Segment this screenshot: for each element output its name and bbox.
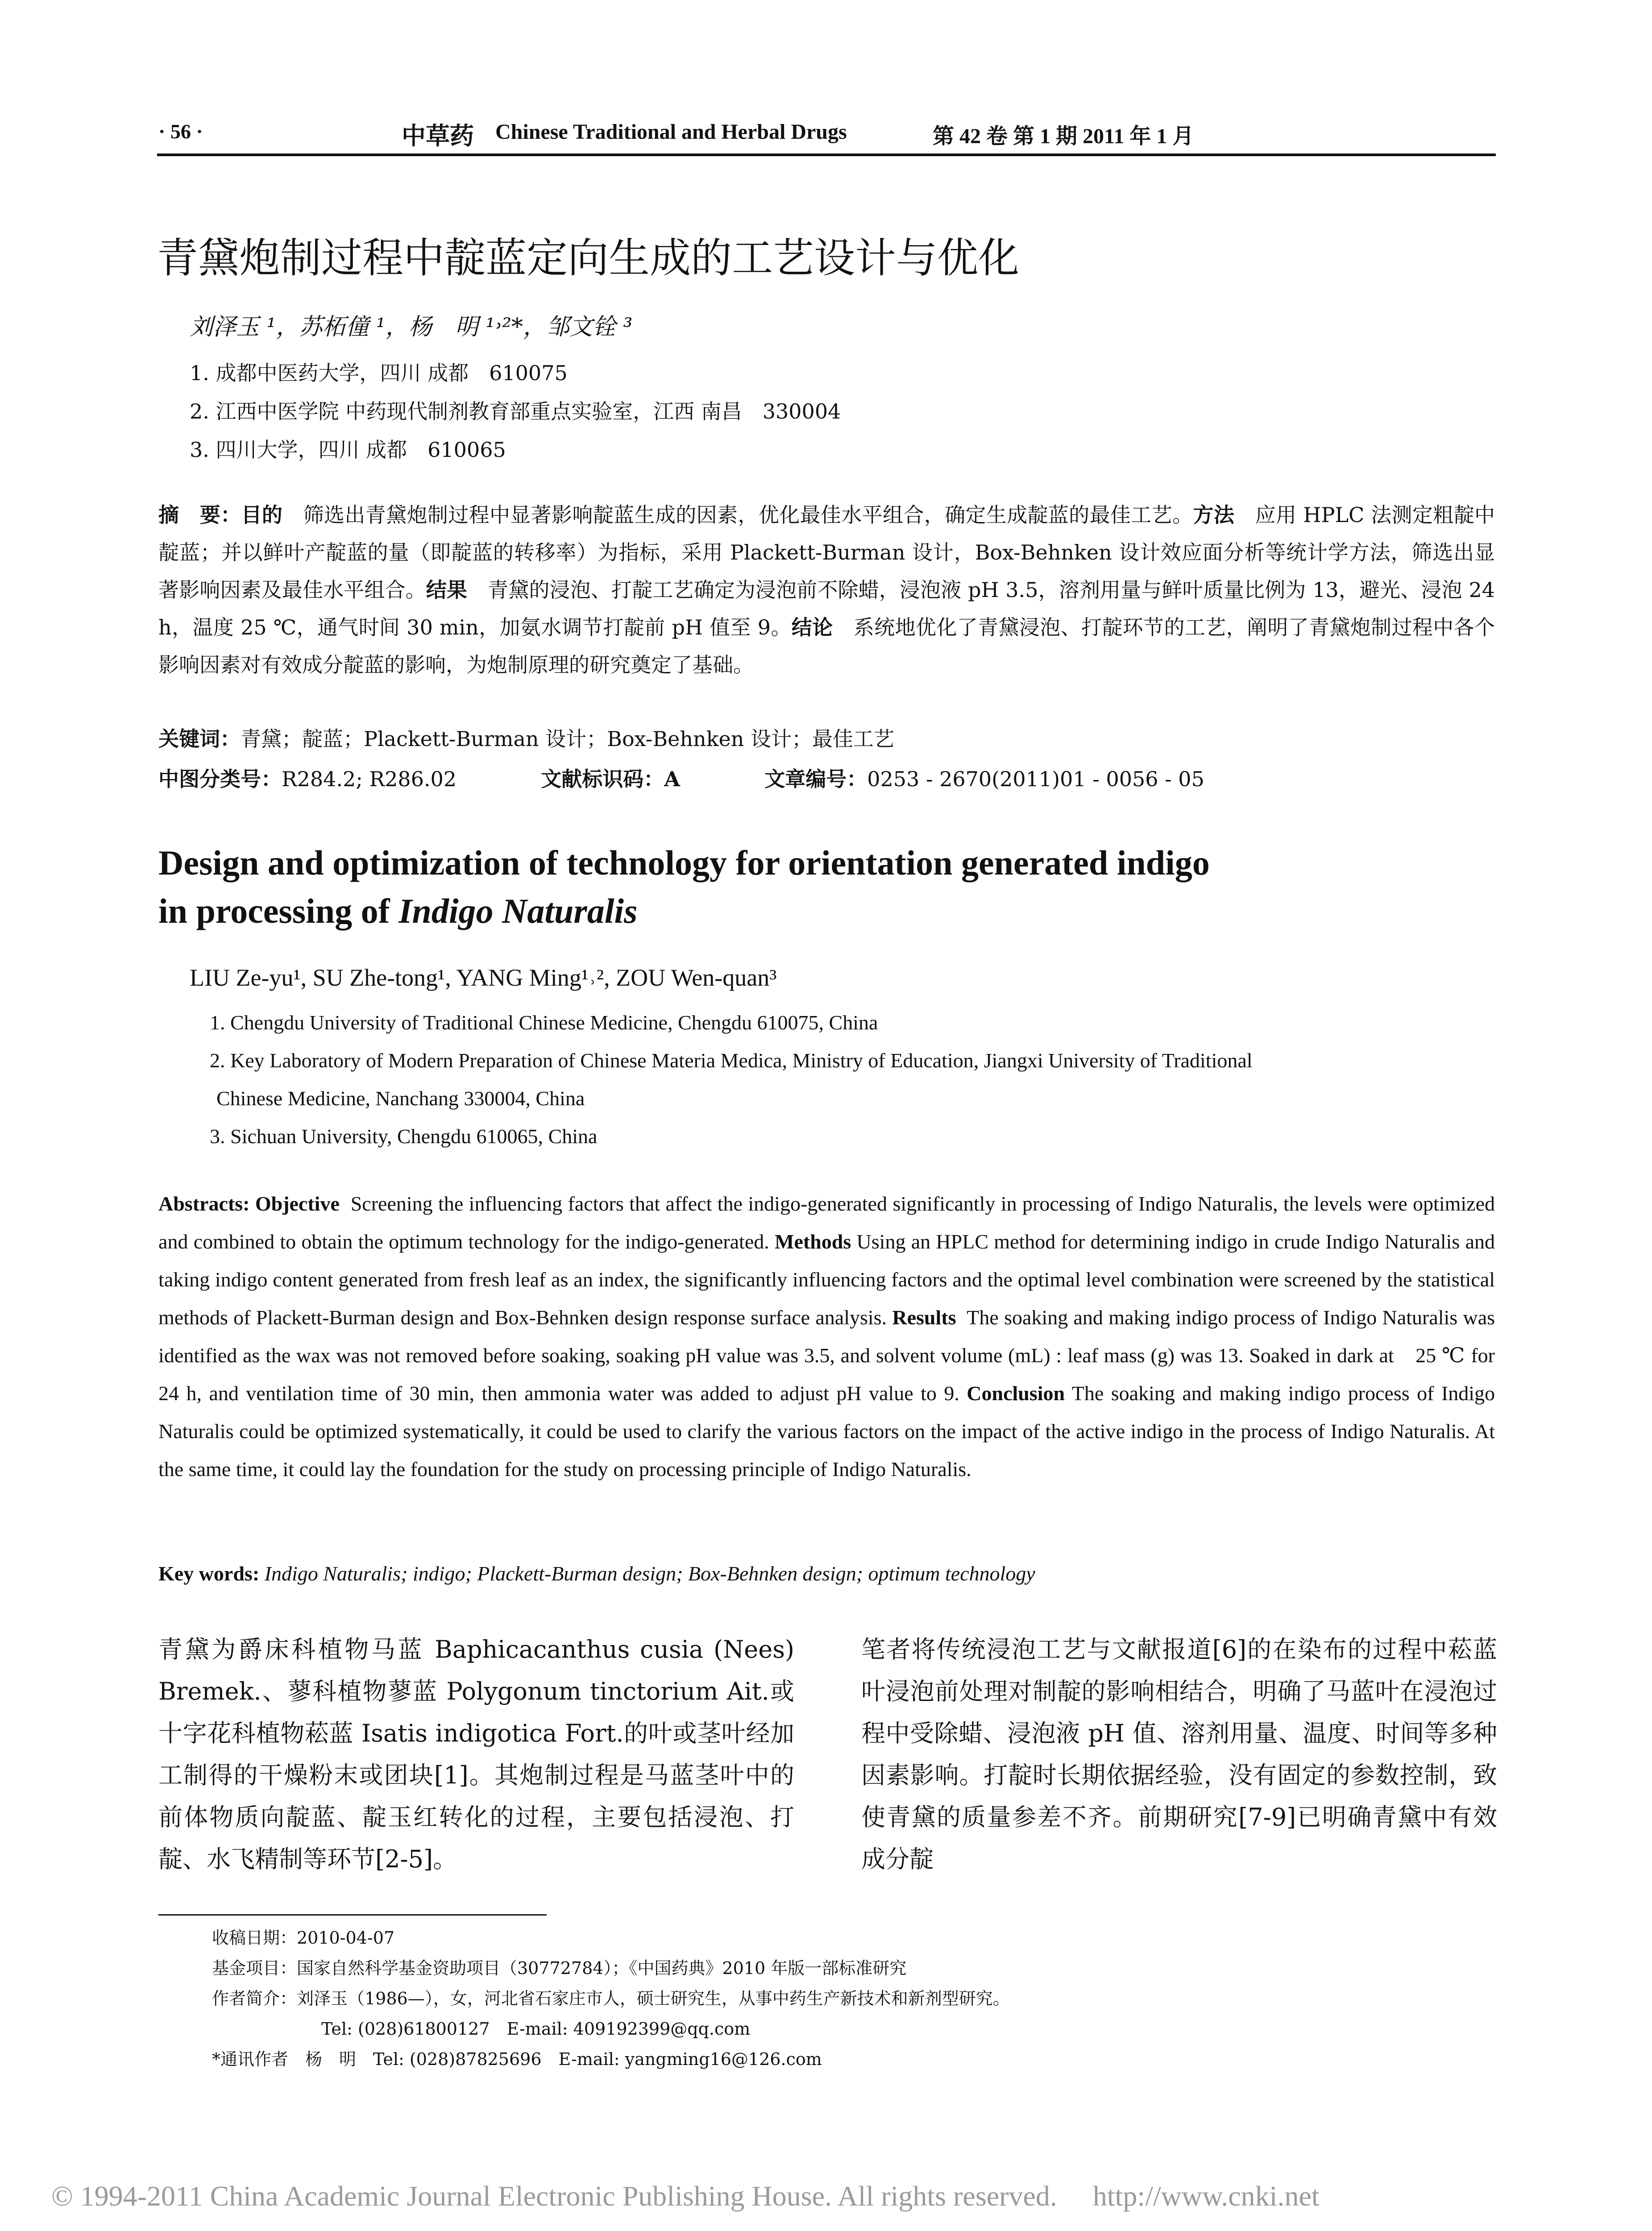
cn-classification xyxy=(158,763,1495,792)
cn-abstract-label: 摘 要： xyxy=(158,503,241,527)
cn-objective-label: 目的 xyxy=(241,503,283,527)
body-column-right: 笔者将传统浸泡工艺与文献报道[6]的在染布的过程中菘蓝叶浸泡前处理对制靛的影响相结合，明确了马蓝叶在浸泡过程中受除蜡、浸泡液 pH 值、溶剂用量、温度、时间等多种因素影响。打靛时长期依据经验，没有固定的参数控制，致使青黛的质量参差不齐。前期研究[7-9]已明确青黛中有效成分靛 xyxy=(861,1635,1497,1873)
cn-keywords xyxy=(158,723,894,752)
en-abstract-label: Abstracts: xyxy=(158,1192,250,1215)
cn-doc-value: A xyxy=(664,767,680,791)
en-title-line2-italic: Indigo Naturalis xyxy=(398,892,638,930)
en-affiliation-2: 2. Key Laboratory of Modern Preparation of Chinese Materia Medica, Ministry of Education, Jiangxi University of Traditional xyxy=(210,1049,1253,1072)
cn-affiliation-3: 3. 四川大学，四川 成都 610065 xyxy=(190,438,506,462)
copyright-notice: © 1994-2011 China Academic Journal Electronic Publishing House. All rights reserved. http://www.cnki.net xyxy=(51,2180,1320,2212)
cn-conclusion-label: 结论 xyxy=(791,615,833,639)
en-keywords-label: Key words: xyxy=(158,1562,260,1585)
footnote-rule xyxy=(158,1914,547,1916)
en-results-label: Results xyxy=(892,1306,956,1329)
en-title-line1: Design and optimization of technology for orientation generated indigo xyxy=(158,843,1210,882)
cn-authors: 刘泽玉 ¹，苏柘僮 ¹，杨 明 ¹˒²*，邹文铨 ³ xyxy=(190,314,633,340)
header-rule xyxy=(157,153,1496,156)
cn-methods: 应用 HPLC 法测定粗靛中靛蓝；并以鲜叶产靛蓝的量（即靛蓝的转移率）为指标，采用 Plackett-Burman 设计，Box-Behnken 设计效应面分析等统计学方法，筛选出显著影响因素及最佳水平组合。 xyxy=(158,503,1495,602)
footnote-received: 收稿日期：2010-04-07 xyxy=(212,1928,395,1948)
cn-results-label: 结果 xyxy=(426,578,468,602)
journal-logo: 中草药 xyxy=(402,121,474,150)
en-keywords xyxy=(158,1562,1495,1585)
journal-name: Chinese Traditional and Herbal Drugs xyxy=(495,120,847,144)
footnote-fund: 基金项目：国家自然科学基金资助项目（30772784）；《中国药典》2010 年版一部标准研究 xyxy=(212,1958,907,1978)
cn-results: 青黛的浸泡、打靛工艺确定为浸泡前不除蜡，浸泡液 pH 3.5，溶剂用量与鲜叶质量比例为 13，避光、浸泡 24 h，温度 25 ℃，通气时间 30 min，加氨水调节打靛前 pH 值至 9。 xyxy=(158,578,1495,639)
en-title xyxy=(158,839,1495,935)
cn-affiliation-1: 1. 成都中医药大学，四川 成都 610075 xyxy=(190,361,568,385)
cn-affiliation-2: 2. 江西中医学院 中药现代制剂教育部重点实验室，江西 南昌 330004 xyxy=(190,399,841,423)
cn-abstract xyxy=(158,496,1495,684)
page-number: · 56 · xyxy=(158,120,203,143)
footnote-author: 作者简介：刘泽玉（1986—），女，河北省石家庄市人，硕士研究生，从事中药生产新技术和新剂型研究。 xyxy=(212,1989,1010,2008)
en-conclusion-label: Conclusion xyxy=(967,1382,1065,1405)
page-title: 青黛炮制过程中靛蓝定向生成的工艺设计与优化 xyxy=(157,234,1020,282)
cn-doc-label: 文献标识码： xyxy=(541,767,664,791)
en-abstract xyxy=(158,1185,1495,1488)
en-objective-label: Objective xyxy=(255,1192,340,1215)
cn-methods-label: 方法 xyxy=(1193,503,1235,527)
en-objective: Screening the influencing factors that affect the indigo-generated significantly in processing of Indigo Naturalis, the levels were optimized and combined to obtain the optimum technology for the indigo-generated. xyxy=(158,1192,1495,1253)
cn-class-value: R284.2; R286.02 xyxy=(282,767,457,791)
en-affiliation-1: 1. Chengdu University of Traditional Chinese Medicine, Chengdu 610075, China xyxy=(210,1011,878,1034)
en-keywords-text: Indigo Naturalis; indigo; Plackett-Burman design; Box-Behnken design; optimum technology xyxy=(264,1562,1035,1585)
cn-keywords-text: 青黛；靛蓝；Plackett-Burman 设计；Box-Behnken 设计；最佳工艺 xyxy=(241,727,894,751)
body-column-left: 青黛为爵床科植物马蓝 Baphicacanthus cusia (Nees) Bremek.、蓼科植物蓼蓝 Polygonum tinctorium Ait.或十字花科植物菘蓝 Isatis indigotica Fort.的叶或茎叶经加工制得的干燥粉末或团块[1]。其炮制过程是马蓝茎叶中的前体物质向靛蓝、靛玉红转化的过程，主要包括浸泡、打靛、水飞精制等环节[2-5]。 xyxy=(158,1635,794,1873)
cn-conclusion: 系统地优化了青黛浸泡、打靛环节的工艺，阐明了青黛炮制过程中各个影响因素对有效成分靛蓝的影响，为炮制原理的研究奠定了基础。 xyxy=(158,615,1495,677)
en-affiliation-3: 3. Sichuan University, Chengdu 610065, China xyxy=(210,1125,598,1148)
cn-keywords-label: 关键词： xyxy=(158,727,241,751)
en-results: The soaking and making indigo process of Indigo Naturalis was identified as the wax was not removed before soaking, soaking pH value was 3.5, and solvent volume (mL) : leaf mass (g) was 13. Soaked in dark at 25 ℃ for 24 h, and ventilation time of 30 min, then ammonia water was added to adjust pH value to 9. xyxy=(158,1306,1495,1405)
en-conclusion: The soaking and making indigo process of Indigo Naturalis could be optimized systematically, it could be used to clarify the various factors on the impact of the active indigo in the process of Indigo Naturalis. At the same time, it could lay the foundation for the study on processing principle of Indigo Naturalis. xyxy=(158,1382,1495,1480)
cn-class-label: 中图分类号： xyxy=(158,767,282,791)
footnote-author-contact: Tel: (028)61800127 E-mail: 409192399@qq.com xyxy=(321,2019,751,2039)
en-affiliation-2-cont: Chinese Medicine, Nanchang 330004, China xyxy=(216,1087,585,1110)
footnote-corresponding: *通讯作者 杨 明 Tel: (028)87825696 E-mail: yangming16@126.com xyxy=(212,2049,822,2069)
en-methods: Using an HPLC method for determining indigo in crude Indigo Naturalis and taking indigo content generated from fresh leaf as an index, the significantly influencing factors and the optimal level combination were screened by the statistical methods of Plackett-Burman design and Box-Behnken design response surface analysis. xyxy=(158,1230,1495,1329)
cn-objective: 筛选出青黛炮制过程中显著影响靛蓝生成的因素，优化最佳水平组合，确定生成靛蓝的最佳工艺。 xyxy=(303,503,1193,527)
en-authors: LIU Ze-yu¹, SU Zhe-tong¹, YANG Ming¹˒², ZOU Wen-quan³ xyxy=(190,964,777,991)
en-title-line2-prefix: in processing of xyxy=(158,892,399,930)
journal-issue: 第 42 卷 第 1 期 2011 年 1 月 xyxy=(933,124,1194,148)
cn-article-value: 0253 - 2670(2011)01 - 0056 - 05 xyxy=(867,767,1204,791)
cn-article-label: 文章编号： xyxy=(764,767,868,791)
en-methods-label: Methods xyxy=(775,1230,851,1253)
